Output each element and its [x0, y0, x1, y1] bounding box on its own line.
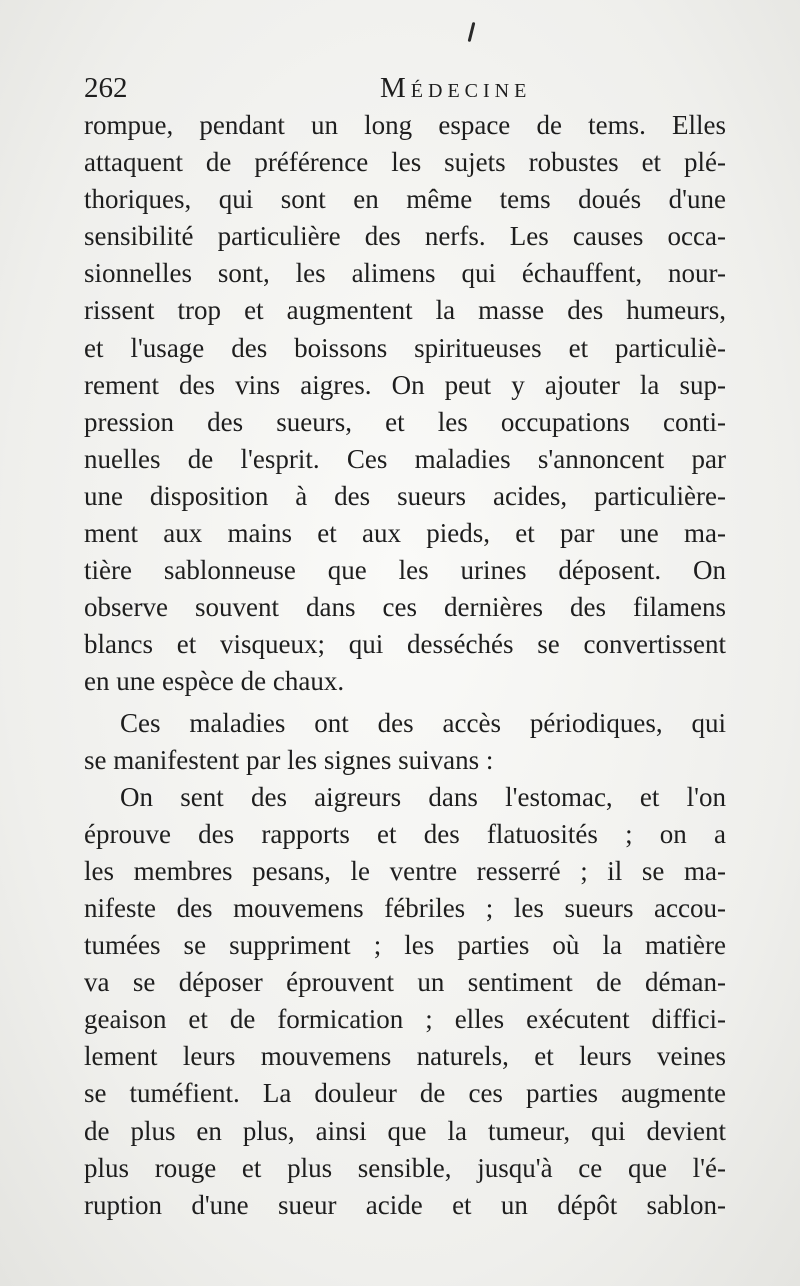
- text-line: une disposition à des sueurs acides, particulière-: [84, 480, 726, 511]
- text-line: rement des vins aigres. On peut y ajouter la sup-: [84, 369, 726, 400]
- text-line: ruption d'une sueur acide et un dépôt sablon-: [84, 1189, 726, 1220]
- text-line: thoriques, qui sont en même tems doués d'une: [84, 184, 726, 215]
- text-line: lement leurs mouvemens naturels, et leurs veines: [84, 1041, 726, 1072]
- text-line: blancs et visqueux; qui desséchés se convertissent: [84, 629, 726, 660]
- text-line: On sent des aigreurs dans l'estomac, et l'on: [120, 781, 726, 812]
- text-line: se tuméfient. La douleur de ces parties augmente: [84, 1078, 726, 1109]
- text-line: rissent trop et augmentent la masse des humeurs,: [84, 295, 726, 326]
- text-line: va se déposer éprouvent un sentiment de déman-: [84, 967, 726, 998]
- text-line: attaquent de préférence les sujets robustes et plé-: [84, 147, 726, 178]
- text-line: sionnelles sont, les alimens qui échauffent, nour-: [84, 258, 726, 289]
- text-line: et l'usage des boissons spiritueuses et particuliè-: [84, 332, 726, 363]
- text-line: de plus en plus, ainsi que la tumeur, qui devient: [84, 1115, 726, 1146]
- text-line: nifeste des mouvemens fébriles ; les sueurs accou-: [84, 892, 726, 923]
- running-title: Médecine: [380, 72, 532, 104]
- text-line: pression des sueurs, et les occupations conti-: [84, 406, 726, 437]
- text-line: rompue, pendant un long espace de tems. Elles: [84, 110, 726, 140]
- body-text: [84, 107, 726, 1224]
- page-header: [84, 66, 724, 110]
- text-line: Ces maladies ont des accès périodiques, qui: [120, 707, 726, 738]
- text-line: tière sablonneuse que les urines déposent. On: [84, 555, 726, 586]
- text-line: les membres pesans, le ventre resserré ; il se ma-: [84, 855, 726, 886]
- text-line: tumées se suppriment ; les parties où la matière: [84, 930, 726, 961]
- text-line: ment aux mains et aux pieds, et par une ma-: [84, 518, 726, 549]
- text-line: observe souvent dans ces dernières des filamens: [84, 592, 726, 623]
- text-line: sensibilité particulière des nerfs. Les causes occa-: [84, 221, 726, 252]
- text-line: nuelles de l'esprit. Ces maladies s'annoncent par: [84, 443, 726, 474]
- text-line: en une espèce de chaux.: [84, 666, 345, 697]
- text-line: éprouve des rapports et des flatuosités ; on a: [84, 818, 726, 849]
- text-line: geaison et de formication ; elles exécutent diffici-: [84, 1004, 726, 1035]
- ink-mark: [468, 22, 476, 42]
- page-number: 262: [84, 72, 128, 104]
- text-line: plus rouge et plus sensible, jusqu'à ce que l'é-: [84, 1152, 726, 1183]
- text-line: se manifestent par les signes suivans :: [84, 744, 494, 775]
